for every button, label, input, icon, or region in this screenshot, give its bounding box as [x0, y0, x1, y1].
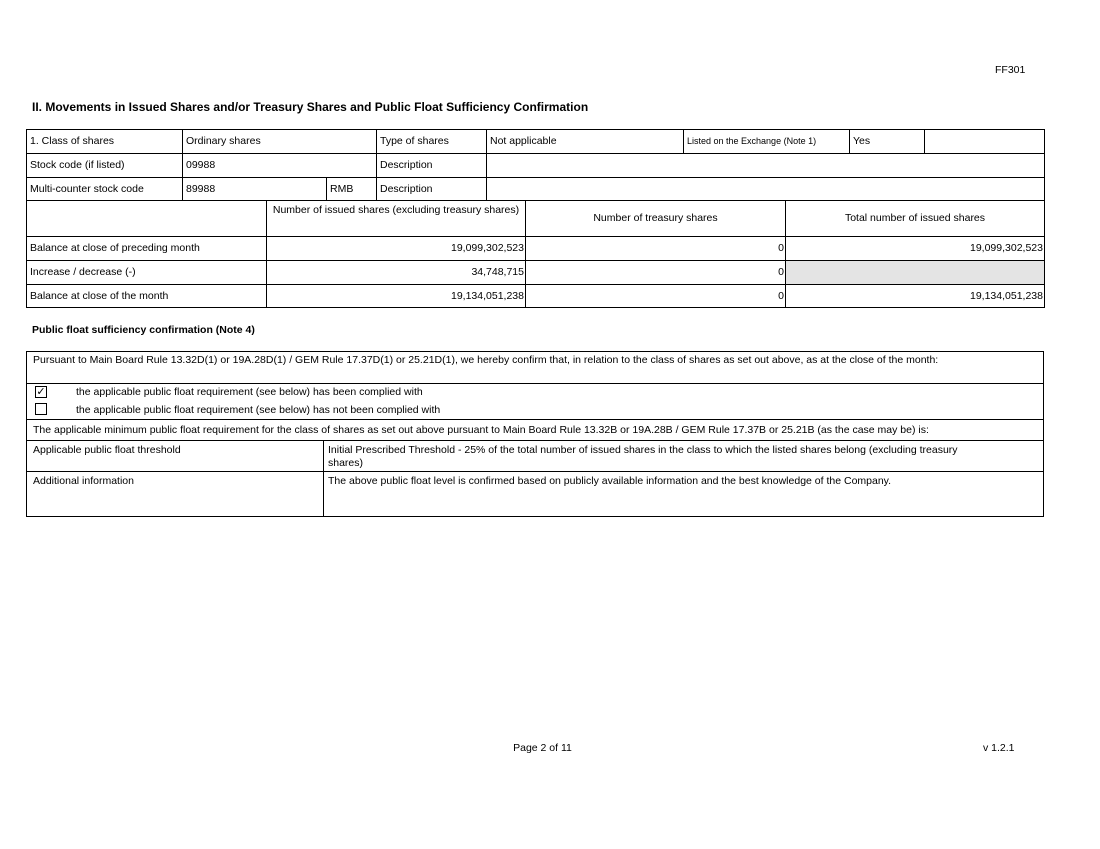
stock-code-value: 09988: [186, 159, 216, 171]
class-info-table: [26, 129, 1045, 201]
additional-info-label: Additional information: [33, 475, 134, 487]
listed-value: Yes: [853, 135, 871, 147]
type-of-shares-label: Type of shares: [380, 135, 449, 147]
header-treasury-shares: Number of treasury shares: [593, 212, 718, 224]
row-close-treasury: 0: [778, 290, 784, 302]
description-label-2: Description: [380, 183, 433, 195]
row-change-treasury: 0: [778, 266, 784, 278]
pursuant-text: Pursuant to Main Board Rule 13.32D(1) or 19A.28D(1) / GEM Rule 17.37D(1) or 25.21D(1), we hereby confirm that, in relation to the class of shares as set out above, as at the close of the month:: [33, 354, 939, 366]
shaded-cell: [786, 261, 1044, 284]
row-preceding-total: 19,099,302,523: [970, 242, 1043, 254]
row-label-change: Increase / decrease (-): [30, 266, 136, 278]
additional-info-value: The above public float level is confirmed based on publicly available information and the best knowledge of the Company.: [328, 475, 892, 487]
version-label: v 1.2.1: [983, 742, 1015, 754]
section-title: II. Movements in Issued Shares and/or Treasury Shares and Public Float Sufficiency Confirmation: [32, 100, 589, 114]
header-total-issued: Total number of issued shares: [844, 212, 986, 224]
form-code: FF301: [995, 64, 1026, 76]
row-close-issued: 19,134,051,238: [451, 290, 524, 302]
not-complied-checkbox[interactable]: [35, 403, 47, 415]
class-of-shares-value: Ordinary shares: [186, 135, 261, 147]
header-issued-shares: Number of issued shares (excluding treasury shares): [272, 204, 520, 216]
movement-table: [26, 200, 1045, 308]
public-float-table: [26, 351, 1044, 517]
threshold-label: Applicable public float threshold: [33, 444, 181, 456]
row-close-total: 19,134,051,238: [970, 290, 1043, 302]
stock-code-label: Stock code (if listed): [30, 159, 125, 171]
class-of-shares-label: 1. Class of shares: [30, 135, 115, 147]
row-label-preceding: Balance at close of preceding month: [30, 242, 200, 254]
multi-counter-value: 89988: [186, 183, 216, 195]
currency-label: RMB: [330, 183, 354, 195]
multi-counter-label: Multi-counter stock code: [30, 183, 144, 195]
complied-option-label: the applicable public float requirement (see below) has been complied with: [76, 386, 423, 398]
row-preceding-issued: 19,099,302,523: [451, 242, 524, 254]
complied-checkbox[interactable]: ✓: [36, 386, 46, 398]
applicable-min-text: The applicable minimum public float requirement for the class of shares as set out above pursuant to Main Board Rule 13.32B or 19A.28B / GEM Rule 17.37B or 25.21B (as the case may be) is:: [33, 424, 929, 436]
type-of-shares-value: Not applicable: [490, 135, 557, 147]
description-label: Description: [380, 159, 433, 171]
threshold-value: Initial Prescribed Threshold - 25% of the total number of issued shares in the class to which the listed shares belong (excluding treasury shares): [328, 444, 958, 469]
row-label-close: Balance at close of the month: [30, 290, 169, 302]
not-complied-option-label: the applicable public float requirement (see below) has not been complied with: [76, 404, 441, 416]
page-number: Page 2 of 11: [513, 742, 572, 754]
row-preceding-treasury: 0: [778, 242, 784, 254]
public-float-title: Public float sufficiency confirmation (Note 4): [32, 324, 255, 336]
row-change-issued: 34,748,715: [471, 266, 524, 278]
listed-label: Listed on the Exchange (Note 1): [687, 136, 817, 146]
